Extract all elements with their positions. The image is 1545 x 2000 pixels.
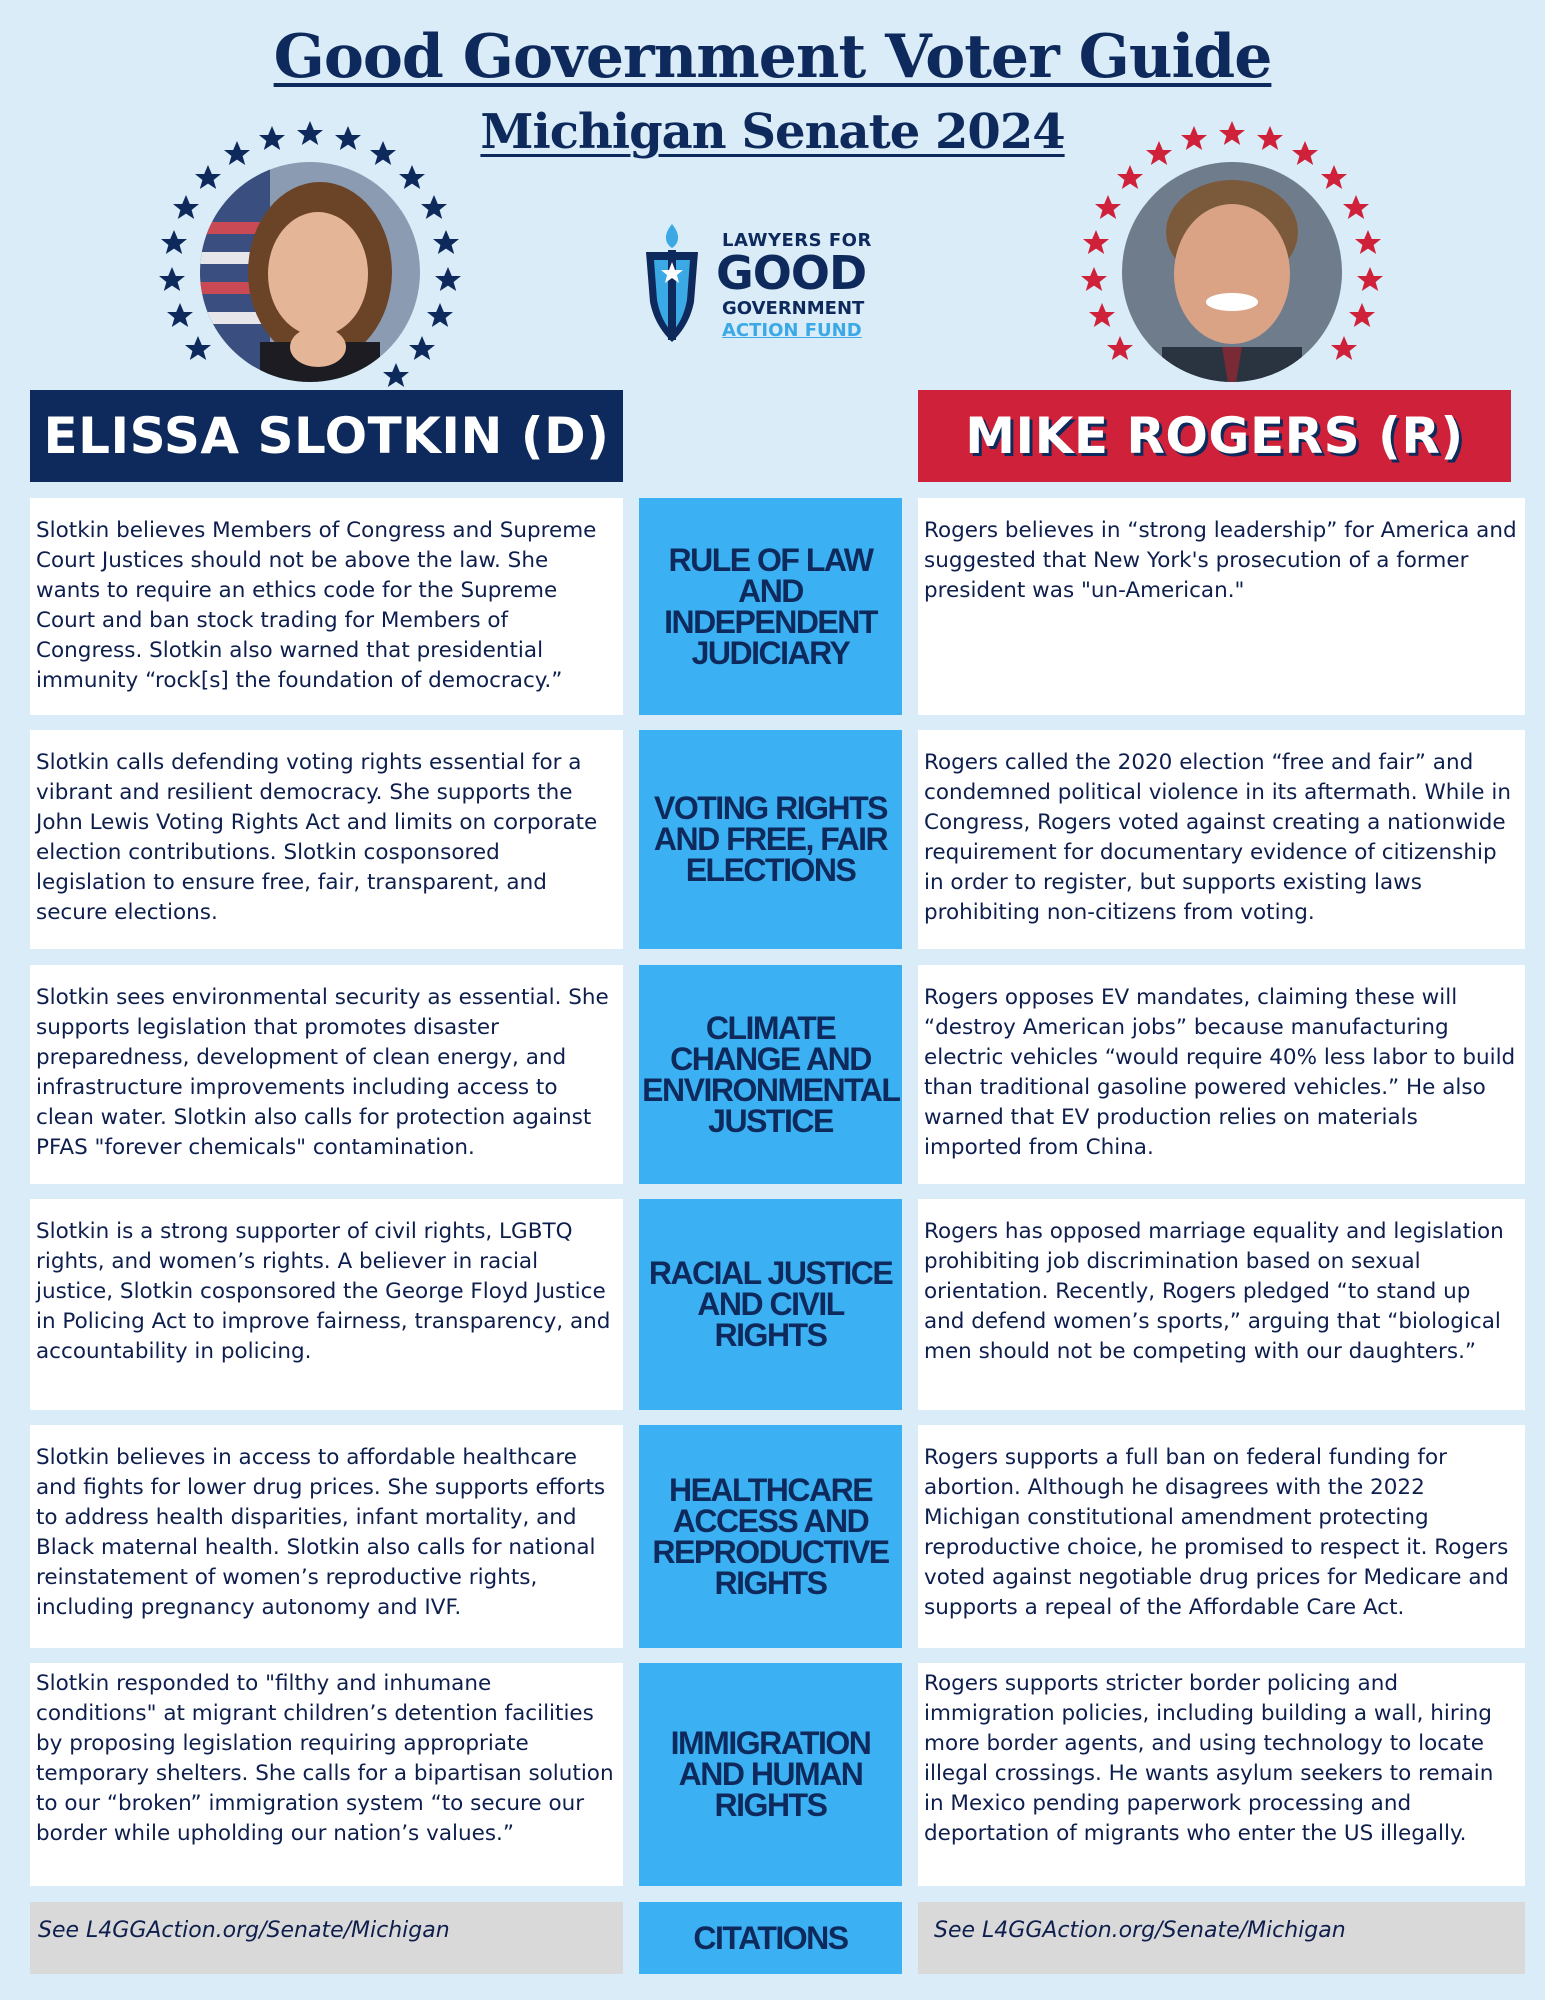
row-5-right-text: Rogers supports a full ban on federal funding for abortion. Although he disagrees with the 2022 Michigan constitutional amendment protecting reproductive choice, he promised to respect it. Rogers voted against negotiable drug prices for Medicare and supports a repeal of the Affordable Care Act.	[918, 1425, 1525, 1648]
logo-line-2: GOOD	[716, 246, 867, 300]
candidate-name-right: MIKE ROGERS (R)	[918, 390, 1511, 482]
torch-shield-icon	[640, 222, 704, 347]
row-6-left-text: Slotkin responded to "filthy and inhumane conditions" at migrant children’s detention facilities by proposing legislation requiring appropriate temporary shelters. She calls for a bipartisan solution to our “broken” immigration system “to secure our border while upholding our nation’s values.”	[30, 1663, 623, 1886]
citations-label: CITATIONS	[639, 1902, 902, 1974]
row-1-topic: RULE OF LAW AND INDEPENDENT JUDICIARY	[639, 498, 902, 715]
row-4-right-text: Rogers has opposed marriage equality and legislation prohibiting job discrimination based on sexual orientation. Recently, Rogers pledged “to stand up and defend women’s sports,” arguing that “biological men should not be competing with our daughters.”	[918, 1199, 1525, 1410]
row-4-topic: RACIAL JUSTICE AND CIVIL RIGHTS	[639, 1199, 902, 1410]
citation-link-right[interactable]: See L4GGAction.org/Senate/Michigan	[918, 1902, 1525, 1974]
citation-link-left[interactable]: See L4GGAction.org/Senate/Michigan	[30, 1902, 623, 1974]
slotkin-photo	[200, 162, 420, 382]
row-3-left-text: Slotkin sees environmental security as essential. She supports legislation that promotes disaster preparedness, development of clean energy, and infrastructure improvements including access to clean water. Slotkin also calls for protection against PFAS "forever chemicals" contamination.	[30, 965, 623, 1184]
logo-line-3: GOVERNMENT	[722, 298, 865, 319]
slotkin-portrait-frame	[150, 112, 470, 432]
rogers-portrait-frame	[1072, 112, 1392, 432]
rogers-photo	[1122, 162, 1342, 382]
row-1-left-text: Slotkin believes Members of Congress and Supreme Court Justices should not be above the law. She wants to require an ethics code for the Supreme Court and ban stock trading for Members of Congress. Slotkin also warned that presidential immunity “rock[s] the foundation of democracy.”	[30, 498, 623, 715]
lawyers-for-good-government-logo	[640, 222, 900, 347]
row-2-right-text: Rogers called the 2020 election “free and fair” and condemned political violence in its aftermath. While in Congress, Rogers voted against creating a nationwide requirement for documentary evidence of citizenship in order to register, but supports existing laws prohibiting non-citizens from voting.	[918, 730, 1525, 949]
page-subtitle: Michigan Senate 2024	[480, 104, 1065, 160]
row-5-left-text: Slotkin believes in access to affordable healthcare and fights for lower drug prices. She supports efforts to address health disparities, infant mortality, and Black maternal health. Slotkin also calls for national reinstatement of women’s reproductive rights, including pregnancy autonomy and IVF.	[30, 1425, 623, 1648]
candidate-name-left: ELISSA SLOTKIN (D)	[30, 390, 623, 482]
row-3-right-text: Rogers opposes EV mandates, claiming these will “destroy American jobs” because manufacturing electric vehicles “would require 40% less labor to build than traditional gasoline powered vehicles.” He also warned that EV production relies on materials imported from China.	[918, 965, 1525, 1184]
logo-line-1: LAWYERS FOR	[722, 230, 872, 251]
row-1-right-text: Rogers believes in “strong leadership” for America and suggested that New York's prosecution of a former president was "un-American."	[918, 498, 1525, 715]
row-2-left-text: Slotkin calls defending voting rights essential for a vibrant and resilient democracy. She supports the John Lewis Voting Rights Act and limits on corporate election contributions. Slotkin cosponsored legislation to ensure free, fair, transparent, and secure elections.	[30, 730, 623, 949]
row-3-topic: CLIMATE CHANGE AND ENVIRONMENTAL JUSTICE	[639, 965, 902, 1184]
row-2-topic: VOTING RIGHTS AND FREE, FAIR ELECTIONS	[639, 730, 902, 949]
logo-line-4[interactable]: ACTION FUND	[722, 320, 862, 341]
row-6-right-text: Rogers supports stricter border policing and immigration policies, including building a wall, hiring more border agents, and using technology to locate illegal crossings. He wants asylum seekers to remain in Mexico pending paperwork processing and deportation of migrants who enter the US illegally.	[918, 1663, 1525, 1886]
row-4-left-text: Slotkin is a strong supporter of civil rights, LGBTQ rights, and women’s rights. A believer in racial justice, Slotkin cosponsored the George Floyd Justice in Policing Act to improve fairness, transparency, and accountability in policing.	[30, 1199, 623, 1410]
row-5-topic: HEALTHCARE ACCESS AND REPRODUCTIVE RIGHTS	[639, 1425, 902, 1648]
row-6-topic: IMMIGRATION AND HUMAN RIGHTS	[639, 1663, 902, 1886]
page-title: Good Government Voter Guide	[273, 22, 1272, 92]
